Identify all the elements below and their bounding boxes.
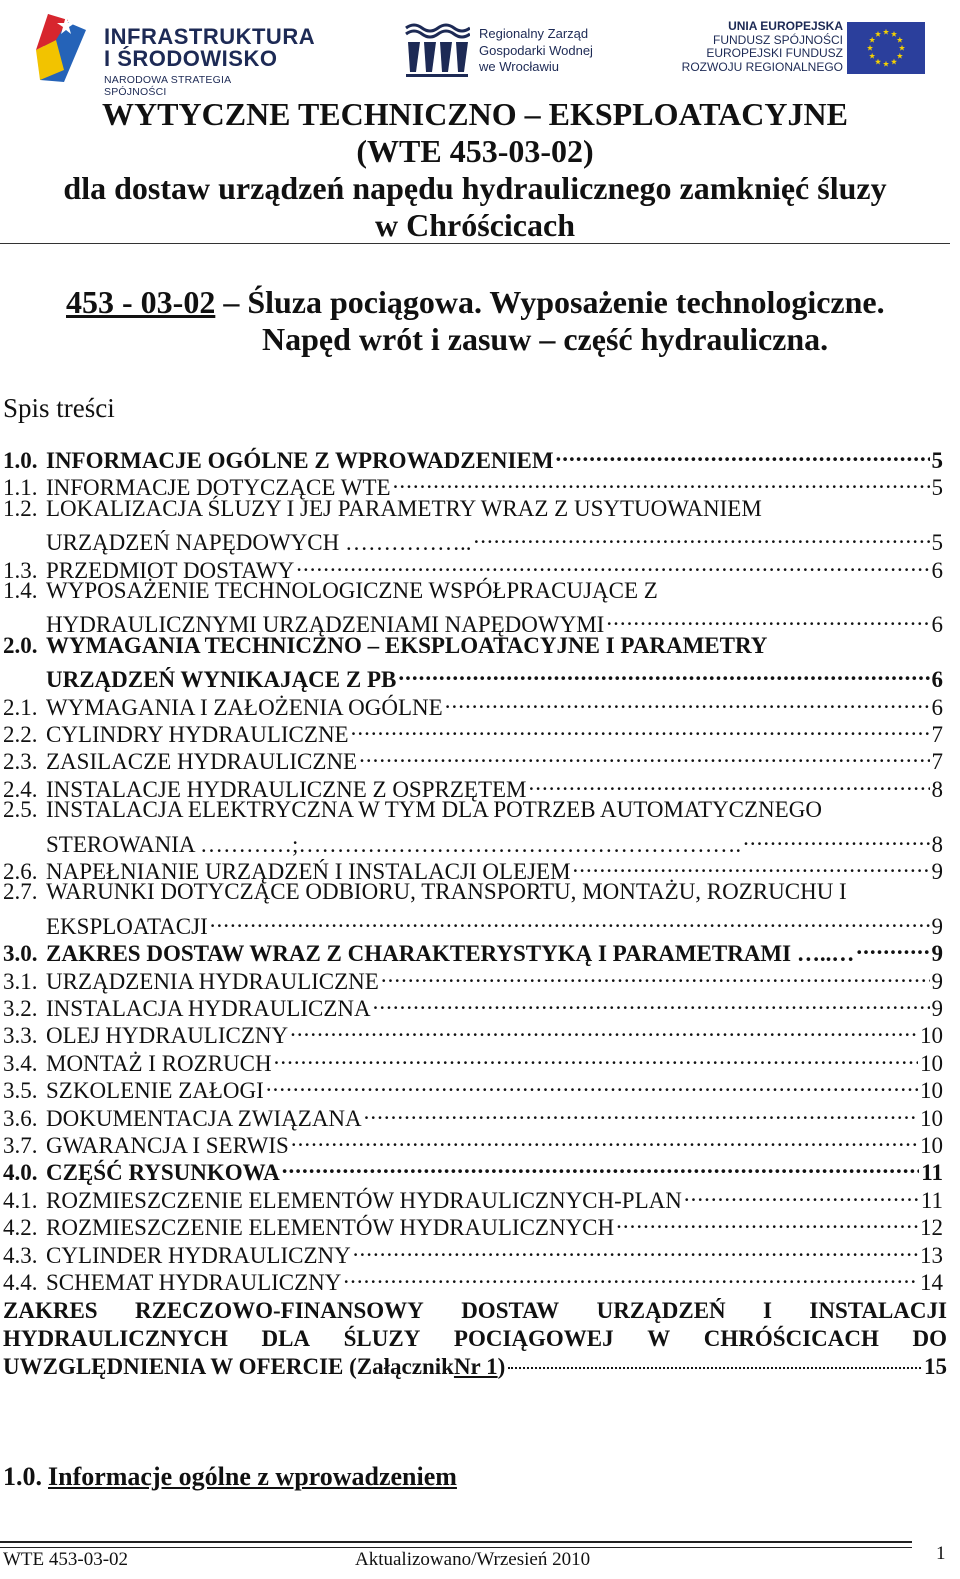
zakres-line1 — [3, 1297, 947, 1325]
title-divider — [0, 243, 950, 244]
zakres-word: W — [647, 1326, 671, 1351]
toc-entry[interactable] — [3, 1180, 943, 1213]
toc-entry-label: ZASILACZE HYDRAULICZNE — [46, 749, 358, 775]
toc-entry-number: 2.3. — [3, 749, 38, 775]
eu-line3: EUROPEJSKI FUNDUSZ — [706, 46, 843, 60]
zakres-line2 — [3, 1325, 947, 1353]
toc-entry[interactable] — [3, 769, 943, 802]
toc-entry-number: 3.6. — [3, 1105, 38, 1131]
toc-entry-label: WARUNKI DOTYCZĄCE ODBIORU, TRANSPORTU, MONTAŻU, ROZRUCHU I — [46, 879, 847, 905]
toc-entry-page: 12 — [920, 1215, 943, 1241]
toc-entry[interactable] — [3, 1043, 943, 1076]
toc-entry[interactable] — [3, 741, 943, 775]
toc-entry-label: URZĄDZENIA HYDRAULICZNE — [46, 968, 379, 994]
toc-leader-dots — [343, 1262, 918, 1290]
title-line4: w Chróścicach — [375, 207, 575, 243]
toc-entry[interactable] — [3, 1098, 943, 1131]
zakres-leader — [508, 1367, 921, 1369]
toc-entry-page: 10 — [920, 1133, 943, 1158]
zakres-entry[interactable] — [3, 1297, 947, 1381]
toc-entry-page: 11 — [921, 1160, 943, 1186]
toc-entry-page: 6 — [931, 612, 943, 638]
toc-leader-dots — [856, 933, 929, 961]
toc-entry[interactable] — [3, 1070, 943, 1104]
toc-leader-dots — [373, 988, 930, 1016]
toc-entry-continuation[interactable] — [3, 906, 943, 939]
rzgw-text — [479, 26, 593, 76]
toc-leader-dots — [353, 1235, 918, 1263]
toc-leader-dots — [573, 851, 930, 879]
toc-leader-dots — [473, 522, 929, 550]
toc-entry-page: 10 — [920, 1023, 943, 1049]
toc-leader-dots — [210, 906, 930, 934]
zakres-word: DOSTAW — [461, 1298, 560, 1323]
title-line3: dla dostaw urządzeń napędu hydraulicznego zamknięć śluzy — [63, 170, 887, 206]
footer-page-number: 1 — [936, 1543, 946, 1564]
toc-entry-number: 4.1. — [3, 1187, 38, 1213]
zakres-word: DLA — [261, 1326, 311, 1351]
toc-entry-page: 14 — [920, 1270, 943, 1295]
toc-entry-number: 1.3. — [3, 557, 38, 583]
toc-entry-page: 6 — [931, 694, 943, 720]
toc-entry-page: 10 — [920, 1105, 943, 1131]
toc-leader-dots — [266, 1070, 918, 1098]
toc-leader-dots — [529, 769, 930, 797]
toc-entry-number: 2.0. — [3, 632, 38, 658]
footer-rule-thin — [0, 1547, 912, 1548]
zakres-word: ZAKRES — [3, 1298, 98, 1323]
toc-leader-dots — [616, 1207, 918, 1235]
infrastruktura-flag-icon — [34, 10, 88, 82]
toc-entry[interactable] — [3, 851, 943, 884]
toc-entry-label: WYMAGANIA TECHNICZNO – EKSPLOATACYJNE I PARAMETRY — [46, 632, 768, 658]
toc-entry[interactable] — [3, 1207, 943, 1241]
toc-entry-label: SZKOLENIE ZAŁOGI — [46, 1078, 264, 1104]
subtitle-rest: – Śluza pociągowa. Wyposażenie technologiczne. — [215, 284, 885, 320]
infrastruktura-line3: NARODOWA STRATEGIA SPÓJNOŚCI — [104, 74, 231, 98]
toc-entry-number: 2.7. — [3, 879, 38, 905]
toc-entry-number: 2.6. — [3, 859, 38, 884]
toc-leader-dots — [364, 1098, 918, 1126]
toc-entry-number: 2.2. — [3, 722, 38, 747]
zakres-line3-text: UWZGLĘDNIENIA W OFERCIE (Załącznik — [3, 1354, 454, 1379]
toc-entry-label: CZĘŚĆ RYSUNKOWA — [46, 1160, 280, 1186]
zakres-word: URZĄDZEŃ — [596, 1298, 726, 1323]
toc-entry[interactable] — [3, 577, 943, 605]
zakres-word: DO — [912, 1326, 947, 1351]
toc-entry-number: 3.7. — [3, 1133, 38, 1158]
eu-line1: UNIA EUROPEJSKA — [728, 19, 843, 33]
footer-rule-thick — [0, 1541, 912, 1543]
toc-leader-dots — [556, 440, 930, 468]
toc-entry[interactable] — [3, 988, 943, 1021]
toc-entry-continuation[interactable] — [3, 824, 943, 857]
toc-entry-continuation[interactable] — [3, 659, 943, 693]
toc-entry-number: 3.1. — [3, 968, 38, 994]
section-heading — [3, 1462, 457, 1492]
toc-heading: Spis treści — [3, 393, 115, 423]
eu-flag-icon — [847, 22, 925, 74]
toc-entry-page: 6 — [931, 557, 943, 583]
toc-entry-label: WYPOSAŻENIE TECHNOLOGICZNE WSPÓŁPRACUJĄCE Z — [46, 578, 658, 603]
toc-leader-dots — [743, 824, 929, 852]
title-line1: WYTYCZNE TECHNICZNO – EKSPLOATACYJNE — [102, 96, 848, 132]
toc-entry[interactable] — [3, 1015, 943, 1049]
toc-entry-label: DOKUMENTACJA ZWIĄZANA — [46, 1105, 362, 1131]
rzgw-line2: Gospodarki Wodnej — [479, 42, 593, 58]
toc-entry-label: NAPEŁNIANIE URZĄDZEŃ I INSTALACJI OLEJEM — [46, 859, 571, 884]
toc-leader-dots — [606, 604, 929, 632]
zakres-word: POCIĄGOWEJ — [453, 1326, 614, 1351]
toc-entry-label-cont: STEROWANIA …………;…………………………………………………. — [46, 831, 742, 857]
toc-entry[interactable] — [3, 550, 943, 583]
toc-entry-label: CYLINDER HYDRAULICZNY — [46, 1242, 351, 1268]
toc-entry-page: 9 — [931, 913, 943, 939]
toc-entry-page: 9 — [931, 996, 943, 1021]
toc-entry-label: INFORMACJE DOTYCZĄCE WTE — [46, 475, 391, 501]
zakres-word: CHRÓŚCICACH — [703, 1326, 879, 1351]
subtitle-code: 453 - 03-02 — [66, 284, 216, 320]
rzgw-waves-icon — [404, 22, 470, 78]
toc-entry-number: 1.4. — [3, 578, 38, 603]
zakres-attachment-ref: Nr 1 — [453, 1354, 498, 1379]
toc-entry-number: 3.0. — [3, 941, 38, 967]
toc-entry-number: 2.4. — [3, 776, 38, 802]
rzgw-line1: Regionalny Zarząd — [479, 26, 589, 41]
toc-entry-page: 8 — [931, 831, 943, 857]
toc-entry-number: 3.4. — [3, 1050, 38, 1076]
toc-entry-continuation[interactable] — [3, 522, 943, 556]
toc-entry[interactable] — [3, 1125, 943, 1158]
toc-entry[interactable] — [3, 440, 943, 473]
footer-updated: Aktualizowano/Wrzesień 2010 — [355, 1549, 591, 1570]
toc-entry-number: 4.0. — [3, 1160, 38, 1186]
toc-entry-label-cont: URZĄDZEŃ WYNIKAJĄCE Z PB — [46, 667, 397, 693]
toc-entry-number: 3.2. — [3, 996, 38, 1021]
toc-leader-dots — [381, 961, 930, 989]
toc-entry[interactable] — [3, 1152, 943, 1186]
toc-entry-page: 9 — [931, 941, 943, 967]
infrastruktura-line2: I ŚRODOWISKO — [104, 46, 278, 71]
toc-entry-label: CYLINDRY HYDRAULICZNE — [46, 722, 349, 747]
toc-leader-dots — [291, 1125, 918, 1153]
toc-entry-page: 11 — [920, 1187, 943, 1213]
toc-leader-dots — [296, 550, 929, 578]
toc-entry[interactable] — [3, 961, 943, 994]
zakres-line3 — [3, 1353, 947, 1381]
toc-entry-label: INSTALACJE HYDRAULICZNE Z OSPRZĘTEM — [46, 776, 527, 802]
toc-entry-page: 5 — [931, 448, 943, 473]
zakres-word: I — [763, 1298, 772, 1323]
eu-text — [682, 20, 843, 74]
toc-leader-dots — [684, 1180, 919, 1208]
toc-entry[interactable] — [3, 1262, 943, 1295]
toc-entry-label: INFORMACJE OGÓLNE Z WPROWADZENIEM — [46, 448, 554, 473]
toc-entry[interactable] — [3, 933, 943, 967]
zakres-line3-close: ) — [497, 1354, 506, 1379]
rzgw-logo — [404, 22, 619, 82]
toc-entry-label: OLEJ HYDRAULICZNY — [46, 1023, 289, 1049]
eu-line2: FUNDUSZ SPÓJNOŚCI — [712, 32, 843, 47]
toc-entry-number: 1.0. — [3, 448, 38, 473]
toc-entry-label: ROZMIESZCZENIE ELEMENTÓW HYDRAULICZNYCH-PLAN — [46, 1187, 682, 1213]
toc-leader-dots — [359, 741, 929, 769]
toc-entry-label-cont: URZĄDZEŃ NAPĘDOWYCH …………….. — [46, 530, 472, 556]
toc-entry-label: MONTAŻ I ROZRUCH — [46, 1050, 272, 1076]
toc-entry-label: WYMAGANIA I ZAŁOŻENIA OGÓLNE — [46, 694, 443, 720]
toc-entry-label: GWARANCJA I SERWIS — [46, 1133, 289, 1158]
zakres-word: RZECZOWO-FINANSOWY — [134, 1298, 424, 1323]
toc-entry[interactable] — [3, 467, 943, 501]
toc-entry[interactable] — [3, 1235, 943, 1268]
footer-doc-id: WTE 453-03-02 — [3, 1549, 129, 1570]
zakres-word: INSTALACJI — [809, 1298, 947, 1323]
toc-leader-dots — [393, 467, 930, 495]
toc-entry-number: 4.2. — [3, 1215, 38, 1241]
toc-entry-label: SCHEMAT HYDRAULICZNY — [46, 1270, 342, 1295]
toc-entry-label: PRZEDMIOT DOSTAWY — [46, 557, 295, 583]
toc-entry-number: 2.5. — [3, 797, 38, 823]
toc-entry-number: 3.5. — [3, 1078, 38, 1104]
toc-leader-dots — [445, 687, 930, 715]
toc-entry-number: 4.4. — [3, 1270, 38, 1295]
toc-entry[interactable] — [3, 796, 943, 824]
toc-entry[interactable] — [3, 632, 943, 660]
eu-line4: ROZWOJU REGIONALNEGO — [681, 59, 843, 74]
infrastruktura-line1: INFRASTRUKTURA — [104, 24, 316, 49]
toc-entry-label-cont: HYDRAULICZNYMI URZĄDZENIAMI NAPĘDOWYMI — [46, 612, 605, 638]
toc-entry[interactable] — [3, 687, 943, 720]
toc-entry-label: INSTALACJA ELEKTRYCZNA W TYM DLA POTRZEB AUTOMATYCZNEGO — [46, 797, 822, 823]
zakres-word: ŚLUZY — [343, 1326, 421, 1351]
rzgw-line3: we Wrocławiu — [479, 59, 559, 74]
zakres-page: 15 — [924, 1354, 947, 1379]
toc-leader-dots — [398, 659, 929, 687]
eu-logo — [680, 20, 925, 80]
toc-entry[interactable] — [3, 714, 943, 747]
toc-entry-label: ZAKRES DOSTAW WRAZ Z CHARAKTERYSTYKĄ I PARAMETRAMI …..… — [46, 941, 855, 967]
toc-entry-continuation[interactable] — [3, 604, 943, 638]
toc-entry-page: 5 — [931, 475, 943, 501]
infrastruktura-logo — [34, 8, 316, 98]
subtitle-line2: Napęd wrót i zasuw – część hydrauliczna. — [262, 321, 829, 357]
toc-entry-number: 4.3. — [3, 1242, 38, 1268]
toc-entry-page: 9 — [931, 859, 943, 884]
header-logos — [0, 0, 960, 98]
toc-entry-page: 7 — [931, 722, 943, 747]
toc-leader-dots — [351, 714, 930, 742]
toc-entry-label-cont: EKSPLOATACJI — [46, 913, 208, 939]
toc-entry-page: 6 — [931, 667, 943, 693]
document-title — [0, 96, 950, 244]
toc-entry-number: 2.1. — [3, 694, 38, 720]
toc-entry-number: 1.1. — [3, 475, 38, 501]
toc-entry-page: 13 — [920, 1242, 943, 1268]
toc-leader-dots — [282, 1152, 920, 1180]
toc-entry-label: ROZMIESZCZENIE ELEMENTÓW HYDRAULICZNYCH — [46, 1215, 615, 1241]
section-number: 1.0. — [3, 1462, 42, 1491]
toc-leader-dots — [290, 1015, 918, 1043]
toc-entry[interactable] — [3, 495, 943, 523]
toc-entry-number: 1.2. — [3, 495, 38, 521]
zakres-word: HYDRAULICZNYCH — [3, 1326, 228, 1351]
toc-entry-page: 8 — [931, 776, 943, 802]
toc-entry-page: 10 — [920, 1078, 943, 1104]
toc-entry-page: 7 — [931, 749, 943, 775]
toc-entry-number: 3.3. — [3, 1023, 38, 1049]
toc-entry-label: LOKALIZACJA ŚLUZY I JEJ PARAMETRY WRAZ Z USYTUOWANIEM — [46, 495, 762, 521]
document-subtitle — [66, 284, 885, 358]
toc-entry[interactable] — [3, 878, 943, 906]
toc-entry-page: 10 — [920, 1050, 943, 1076]
toc-entry-page: 5 — [931, 530, 943, 556]
toc-entry-page: 9 — [931, 968, 943, 994]
toc-leader-dots — [274, 1043, 918, 1071]
section-title: Informacje ogólne z wprowadzeniem — [48, 1462, 457, 1491]
toc-entry-label: INSTALACJA HYDRAULICZNA — [46, 996, 371, 1021]
title-line2: (WTE 453-03-02) — [356, 133, 594, 169]
